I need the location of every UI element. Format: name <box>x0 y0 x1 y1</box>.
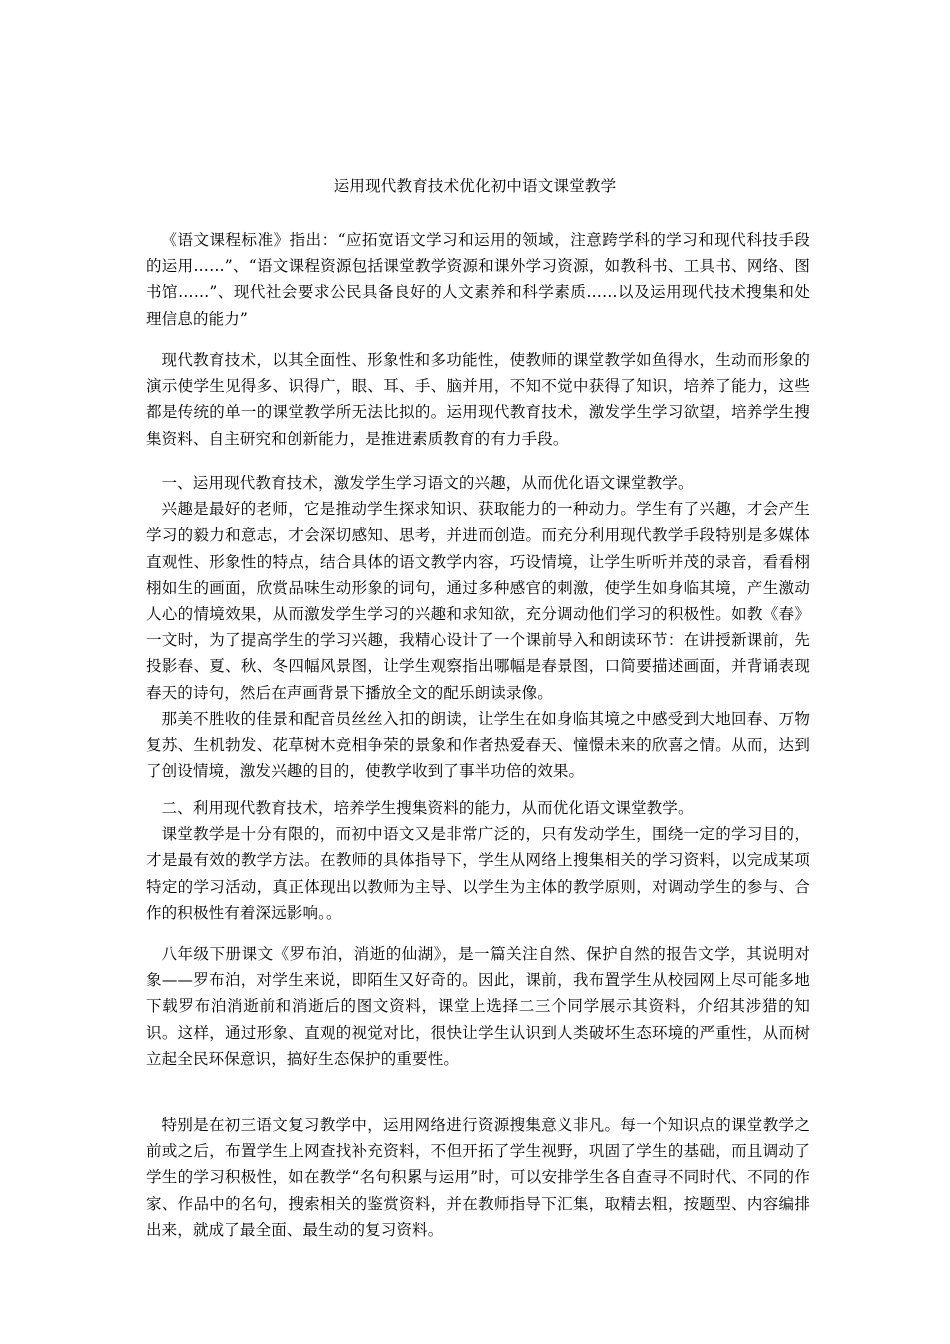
section-2-paragraph-review: 特别是在初三语文复习教学中，运用网络进行资源搜集意义非凡。每一个知识点的课堂教学之前或之后，布置学生上网查找补充资料，不但开拓了学生视野，巩固了学生的基础，而且调动了学生的学习积极性，如在教学“名句积累与运用”时，可以安排学生各自查寻不同时代、不同的作家、作品中的名句，搜索相关的鉴赏资料，并在教师指导下汇集，取精去粗，按题型、内容编排出来，就成了最全面、最生动的复习资料。 <box>146 1116 810 1239</box>
section-2-paragraph-lop-nur: 八年级下册课文《罗布泊，消逝的仙湖》，是一篇关注自然、保护自然的报告文学，其说明对象——罗布泊，对学生来说，即陌生又好奇的。因此，课前，我布置学生从校园网上尽可能多地下载罗布泊消逝前和消逝后的图文资料，课堂上选择二三个同学展示其资料，介绍其涉猎的知识。这样，通过形象、直观的视觉对比，很快让学生认识到人类破坏生态环境的严重性，从而树立起全民环保意识，搞好生态保护的重要性。 <box>146 945 810 1068</box>
section-1-paragraph-effect: 那美不胜收的佳景和配音员丝丝入扣的朗读，让学生在如身临其境之中感受到大地回春、万物复苏、生机勃发、花草树木竞相争荣的景象和作者热爱春天、憧憬未来的欣喜之情。从而，达到了创设情境，激发兴趣的目的，使教学收到了事半功倍的效果。 <box>146 709 810 781</box>
section-2-review-block <box>146 1112 810 1243</box>
section-1 <box>146 470 810 784</box>
intro-block <box>146 347 810 452</box>
section-1-heading: 一、运用现代教育技术，激发学生学习语文的兴趣，从而优化语文课堂教学。 <box>161 474 694 492</box>
paragraph-curriculum-quote: 《语文课程标准》指出：“应拓宽语文学习和运用的领域，注意跨学科的学习和现代科技手段的运用……”、“语文课程资源包括课堂教学资源和课外学习资源，如教科书、工具书、网络、图书馆……”、现代社会要求公民具备良好的人文素养和科学素质……以及运用现代技术搜集和处理信息的能力” <box>146 231 810 328</box>
section-2 <box>146 795 810 926</box>
section-2-paragraph-classroom: 课堂教学是十分有限的，而初中语文又是非常广泛的，只有发动学生，围绕一定的学习目的，才是最有效的教学方法。在教师的具体指导下，学生从网络上搜集相关的学习资料，以完成某项特定的学习活动，真正体现出以教师为主导、以学生为主体的教学原则，对调动学生的参与、合作的积极性有着深远影响。。 <box>146 825 810 922</box>
document-title: 运用现代教育技术优化初中语文课堂教学 <box>333 177 617 195</box>
intro-quote-block <box>146 227 810 332</box>
paragraph-modern-tech: 现代教育技术，以其全面性、形象性和多功能性，使教师的课堂教学如鱼得水，生动而形象的演示使学生见得多、识得广，眼、耳、手、脑并用，不知不觉中获得了知识，培养了能力，这些都是传统的单一的课堂教学所无法比拟的。运用现代教育技术，激发学生学习欲望，培养学生搜集资料、自主研究和创新能力，是推进素质教育的有力手段。 <box>146 351 810 448</box>
section-1-paragraph-interest: 兴趣是最好的老师，它是推动学生探求知识、获取能力的一种动力。学生有了兴趣，才会产生学习的毅力和意志，才会深切感知、思考，并进而创造。而充分利用现代教学手段特别是多媒体直观性、形象性的特点，结合具体的语文教学内容，巧设情境，让学生听听并茂的录音，看看栩栩如生的画面，欣赏品味生动形象的词句，通过多种感官的刺激，使学生如身临其境，产生激动人心的情境效果，从而激发学生学习的兴趣和求知欲，充分调动他们学习的积极性。如教《春》一文时，为了提高学生的学习兴趣，我精心设计了一个课前导入和朗读环节：在讲授新课前，先投影春、夏、秋、冬四幅风景图，让学生观察指出哪幅是春景图，口简要描述画面，并背诵表现春天的诗句，然后在声画背景下播放全文的配乐朗读录像。 <box>146 500 810 702</box>
section-2-example-block <box>146 941 810 1072</box>
section-2-heading: 二、利用现代教育技术，培养学生搜集资料的能力，从而优化语文课堂教学。 <box>161 799 694 817</box>
